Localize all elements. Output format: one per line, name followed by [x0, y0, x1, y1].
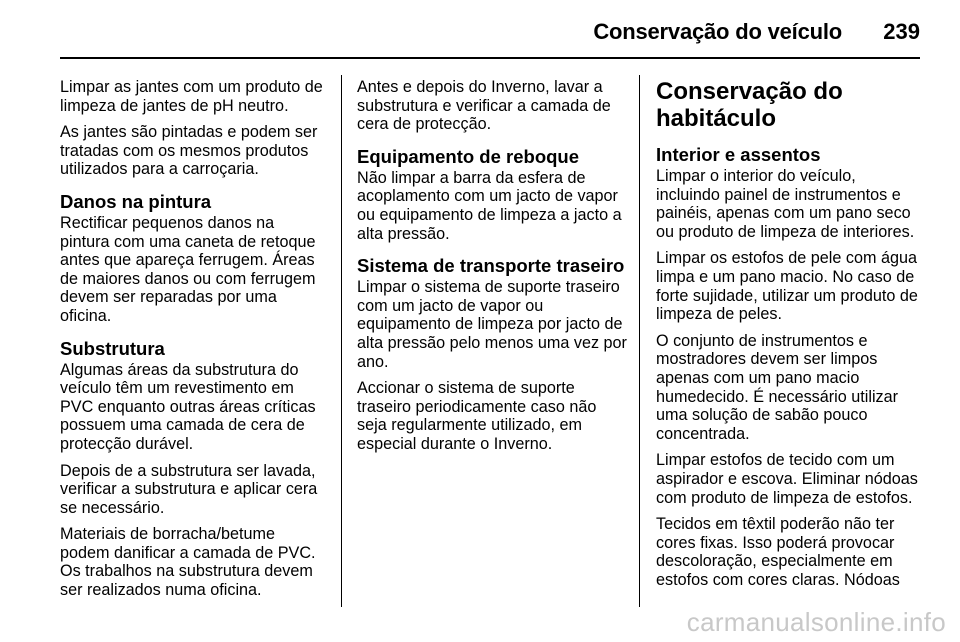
heading-conservacao-habitaculo: Conservação do habitáculo [656, 78, 843, 132]
page-number: 239 [883, 19, 920, 44]
section-title: Conservação do veículo [593, 19, 842, 44]
heading-equipamento-reboque: Equipamento de reboque [357, 145, 580, 167]
page-header [0, 0, 960, 60]
column-divider-2 [639, 75, 640, 607]
column-middle [357, 78, 627, 462]
column-left [60, 78, 326, 608]
heading-interior-assentos: Interior e assentos [656, 144, 821, 165]
paragraph-substrutura-cera: Depois de a substrutura ser lavada, verificar a substrutura e aplicar cera se necessário. [60, 461, 318, 517]
header-rule [60, 57, 920, 59]
paragraph-danos-pintura: Rectificar pequenos danos na pintura com uma caneta de retoque antes que apareça ferrugem. Áreas de maiores danos ou com ferrugem devem ser reparadas por uma oficina. [60, 213, 316, 325]
paragraph-sistema-transporte-limpeza: Limpar o sistema de suporte traseiro com um jacto de vapor ou equipamento de limpeza por jacto de alta pressão pelo menos uma vez por ano. [357, 278, 627, 371]
paragraph-equipamento-reboque: Não limpar a barra da esfera de acoplamento com um jacto de vapor ou equipamento de limpeza a jacto a alta pressão. [357, 168, 622, 243]
paragraph-inverno: Antes e depois do Inverno, lavar a substrutura e verificar a camada de cera de protecção. [357, 78, 611, 134]
paragraph-estofos-pele: Limpar os estofos de pele com água limpa e um pano macio. No caso de forte sujidade, utilizar um produto de limpeza de peles. [656, 249, 918, 324]
paragraph-substrutura-materiais: Materiais de borracha/betume podem danificar a camada de PVC. Os trabalhos na substrutura devem ser realizados numa oficina. [60, 525, 316, 600]
paragraph-interior: Limpar o interior do veículo, incluindo painel de instrumentos e painéis, apenas com um pano seco ou produto de limpeza de interiores. [656, 167, 915, 241]
paragraph-sistema-transporte-accionar: Accionar o sistema de suporte traseiro periodicamente caso não seja regularmente utilizado, em especial durante o Inverno. [357, 379, 597, 453]
heading-sistema-transporte: Sistema de transporte traseiro [357, 255, 625, 277]
paragraph-tecidos-textil: Tecidos em têxtil poderão não ter cores fixas. Isso poderá provocar descoloração, especialmente em estofos com cores claras. Nódoas [656, 515, 900, 589]
heading-danos-pintura: Danos na pintura [60, 190, 212, 212]
column-right [656, 78, 924, 597]
column-divider-1 [341, 75, 342, 607]
paragraph-substrutura-pvc: Algumas áreas da substrutura do veículo têm um revestimento em PVC enquanto outras áreas críticas possuem uma camada de cera de protecção durável. [60, 360, 316, 453]
paragraph-jantes-pintadas: As jantes são pintadas e podem ser tratadas com os mesmos produtos utilizados para a carroçaria. [60, 123, 318, 179]
heading-substrutura: Substrutura [60, 337, 165, 359]
paragraph-instrumentos: O conjunto de instrumentos e mostradores devem ser limpos apenas com um pano macio humedecido. É necessário utilizar uma solução de sabão pouco concentrada. [656, 331, 899, 443]
paragraph-estofos-tecido: Limpar estofos de tecido com um aspirador e escova. Eliminar nódoas com produto de limpeza de estofos. [656, 451, 918, 507]
watermark: carmanualsonline.info [686, 607, 946, 637]
paragraph-jantes-limpeza: Limpar as jantes com um produto de limpeza de jantes de pH neutro. [60, 78, 323, 115]
